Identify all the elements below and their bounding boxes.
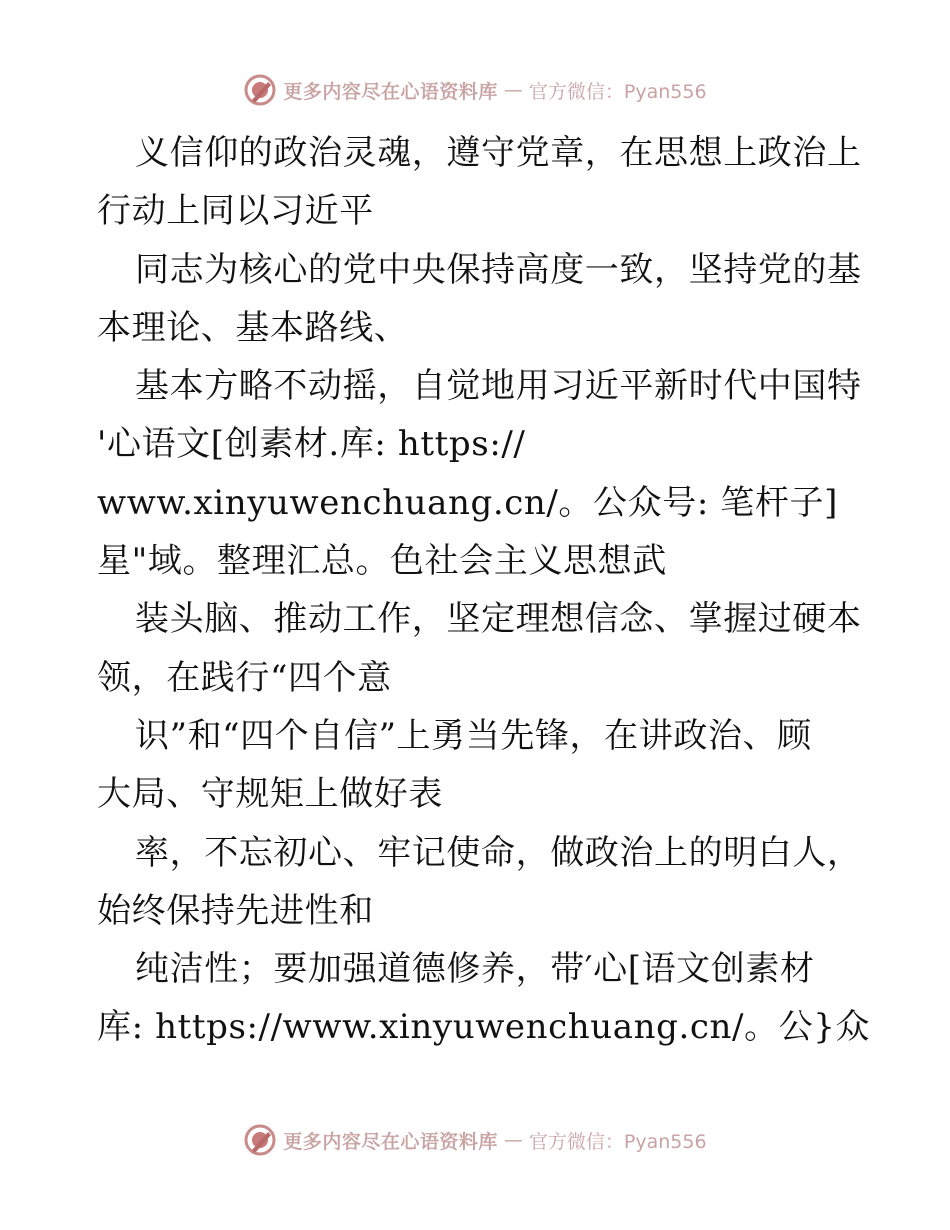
text-line: '心语文[创素材.库: https:// <box>97 424 526 465</box>
quill-seal-logo-icon <box>243 1123 277 1157</box>
text-line: 识”和“四个自信”上勇当先锋，在讲政治、顾 <box>135 715 812 756</box>
quill-seal-logo-icon <box>243 73 277 107</box>
promo-text: 更多内容尽在心语资料库 <box>283 80 498 103</box>
text-line: 纯洁性；要加强道德修养，带′心[语文创素材 <box>135 949 815 990</box>
wechat-label: 官方微信：Pyan556 <box>528 80 707 103</box>
text-line: 行动上同以习近平 <box>97 191 374 232</box>
text-line: 领，在践行“四个意 <box>97 657 392 698</box>
text-line: 义信仰的政治灵魂，遵守党章，在思想上政治上 <box>135 133 862 173</box>
text-line: 同志为核心的党中央保持高度一致，坚持党的基 <box>135 249 862 290</box>
wechat-label: 官方微信：Pyan556 <box>528 1130 707 1153</box>
text-line: 装头脑、推动工作，坚定理想信念、掌握过硬本 <box>135 599 862 640</box>
promo-text: 更多内容尽在心语资料库 <box>283 1130 498 1153</box>
text-line: 大局、守规矩上做好表 <box>97 774 443 815</box>
banner-separator: — <box>503 79 523 101</box>
banner-separator: — <box>503 1129 523 1151</box>
document-body <box>97 124 887 1057</box>
footer-banner <box>0 1120 950 1160</box>
text-line: 本理论、基本路线、 <box>97 307 409 348</box>
text-line: 始终保持先进性和 <box>97 890 374 931</box>
text-line: 星"域。整理汇总。色社会主义思想武 <box>97 541 667 582</box>
text-line: 率，不忘初心、牢记使命，做政治上的明白人， <box>135 832 862 873</box>
text-line: 基本方略不动摇，自觉地用习近平新时代中国特 <box>135 366 862 407</box>
header-banner <box>0 70 950 110</box>
text-line: www.xinyuwenchuang.cn/。公众号: 笔杆子] <box>97 482 838 523</box>
text-line: 库: https://www.xinyuwenchuang.cn/。公}众 <box>97 1007 871 1048</box>
